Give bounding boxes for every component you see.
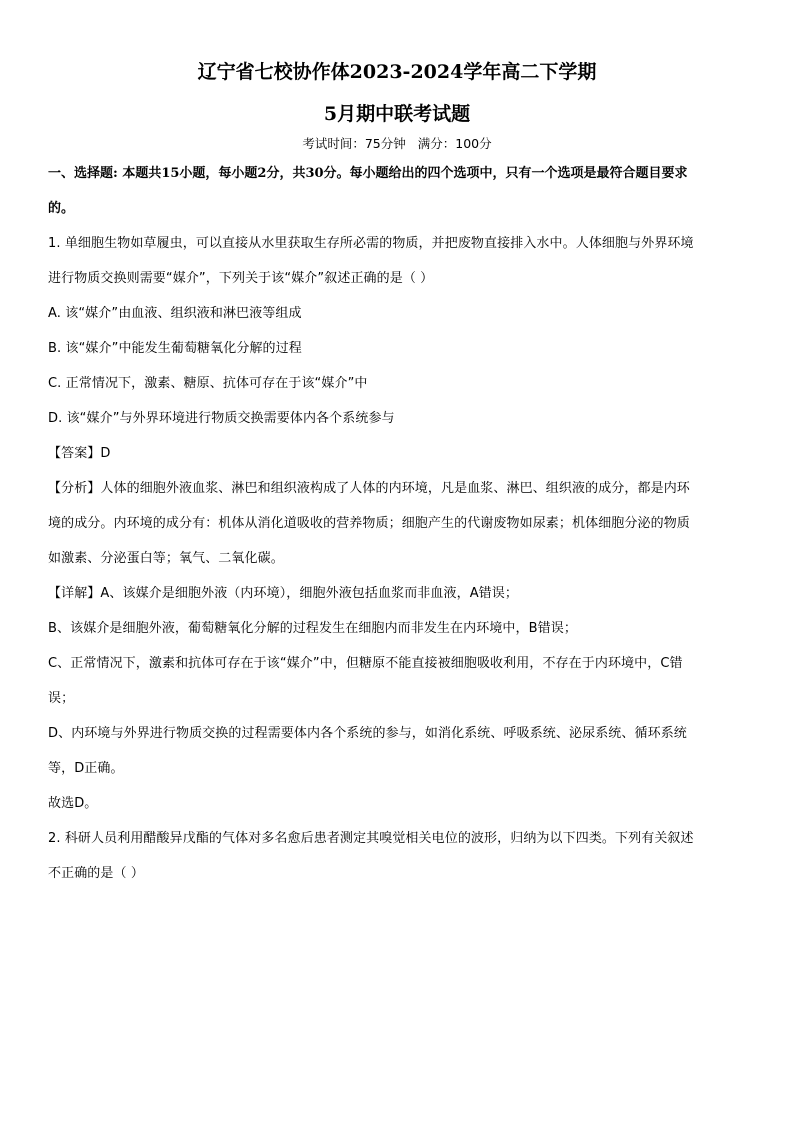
question-1-analysis-line2: 境的成分。内环境的成分有：机体从消化道吸收的营养物质；细胞产生的代谢废物如尿素；机体细胞分泌的物质 [48, 516, 690, 531]
question-2-stem-line2: 不正确的是（ ） [48, 866, 144, 881]
question-1-detail-c-line1: C、正常情况下，激素和抗体可存在于该“媒介”中，但糖原不能直接被细胞吸收利用，不存在于内环境中，C错 [48, 656, 683, 671]
question-1-detail-a: 【详解】A、该媒介是细胞外液（内环境），细胞外液包括血浆而非血液，A错误； [48, 586, 518, 601]
question-1-option-c: C. 正常情况下，激素、糖原、抗体可存在于该“媒介”中 [48, 376, 368, 391]
question-2 [48, 821, 746, 891]
question-1-stem-line1: 1. 单细胞生物如草履虫，可以直接从水里获取生存所必需的物质，并把废物直接排入水中。人体细胞与外界环境 [48, 236, 694, 251]
question-1-analysis-line1: 【分析】人体的细胞外液血浆、淋巴和组织液构成了人体的内环境，凡是血浆、淋巴、组织液的成分，都是内环 [48, 481, 690, 496]
exam-time: 考试时间：75分钟 [302, 136, 406, 151]
section-heading-line1: 一、选择题: 本题共15小题，每小题2分，共30分。每小题给出的四个选项中，只有一个选项是最符合题目要求 [48, 166, 688, 181]
question-1-detail-b: B、该媒介是细胞外液，葡萄糖氧化分解的过程发生在细胞内而非发生在内环境中，B错误； [48, 621, 577, 636]
section-heading-line2: 的。 [48, 201, 75, 216]
document-title-line1: 辽宁省七校协作体2023-2024学年高二下学期 [197, 61, 597, 83]
question-1-option-a: A. 该“媒介”由血液、组织液和淋巴液等组成 [48, 306, 302, 321]
question-1-option-b: B. 该“媒介”中能发生葡萄糖氧化分解的过程 [48, 341, 302, 356]
document-title-line2: 5月期中联考试题 [323, 103, 471, 125]
section-heading [48, 156, 746, 226]
full-score: 满分：100分 [417, 136, 492, 151]
question-1-option-d: D. 该“媒介”与外界环境进行物质交换需要体内各个系统参与 [48, 411, 395, 426]
question-1-stem-line2: 进行物质交换则需要“媒介”，下列关于该“媒介”叙述正确的是（ ） [48, 271, 434, 286]
exam-info [48, 134, 746, 154]
question-1-answer: 【答案】D [48, 446, 111, 461]
question-1-conclusion: 故选D。 [48, 796, 98, 811]
question-1-detail-d-line2: 等，D正确。 [48, 761, 124, 776]
question-2-stem-line1: 2. 科研人员利用醋酸异戊酯的气体对多名愈后患者测定其嗅觉相关电位的波形，归纳为以下四类。下列有关叙述 [48, 831, 694, 846]
question-1-analysis-line3: 如激素、分泌蛋白等；氧气、二氧化碳。 [48, 551, 284, 566]
question-1-detail-d-line1: D、内环境与外界进行物质交换的过程需要体内各个系统的参与，如消化系统、呼吸系统、泌尿系统、循环系统 [48, 726, 687, 741]
question-1-detail-c-line2: 误； [48, 691, 75, 706]
question-1 [48, 226, 746, 821]
